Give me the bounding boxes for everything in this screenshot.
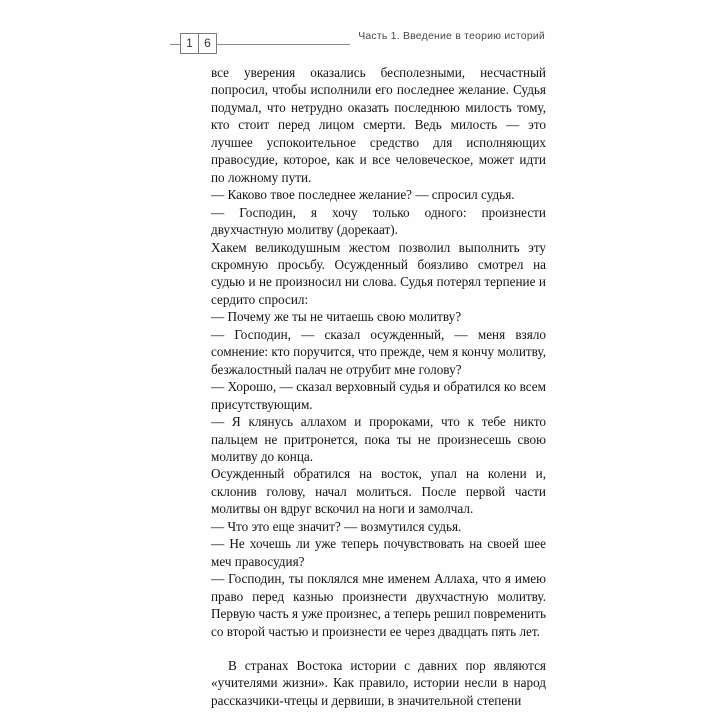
paragraph: — Что это еще значит? — возмутился судья. xyxy=(211,518,462,534)
page-number xyxy=(180,33,217,54)
paragraph: все уверения оказались бесполезными, несчастный попросил, чтобы исполнили его последнее желание. Судья подумал, что нетрудно оказать последнюю милость тому, кто стоит перед лицом смерти. Ведь милость — это лучшее успокоительное средство для исполняющих правосудие, которое, как и все человеческое, может идти по ложному пути. xyxy=(211,65,546,185)
page-number-digit-1: 1 xyxy=(180,33,199,54)
paragraph: — Хорошо, — сказал верховный судья и обратился ко всем присутствующим. xyxy=(211,379,546,412)
page-number-digit-2: 6 xyxy=(198,33,217,54)
paragraph: Осужденный обратился на восток, упал на колени и, склонив голову, начал молиться. После первой части молитвы он вдруг вскочил на ноги и замолчал. xyxy=(211,466,546,517)
paragraph: Хакем великодушным жестом позволил выполнить эту скромную просьбу. Осужденный боязливо смотрел на судью и не произносил ни слова. Судья потерял терпение и сердито спросил: xyxy=(211,239,546,307)
running-head xyxy=(170,30,545,52)
paragraph: — Господин, — сказал осужденный, — меня взяло сомнение: кто поручится, что прежде, чем я кончу молитву, безжалостный палач не отрубит мне голову? xyxy=(211,326,546,377)
paragraph: — Каково твое последнее желание? — спросил судья. xyxy=(211,187,515,203)
paragraph: — Почему же ты не читаешь свою молитву? xyxy=(211,309,462,325)
paragraph: — Не хочешь ли уже теперь почувствовать на своей шее меч правосудия? xyxy=(211,536,546,569)
body-text-column xyxy=(211,64,546,709)
paragraph: — Господин, ты поклялся мне именем Аллаха, что я имею право перед казнью произнести двухчастную молитву. Первую часть я уже произнес, а теперь решил повременить со второй частью и произнести ее через двадцать пять лет. xyxy=(211,571,546,639)
paragraph: — Господин, я хочу только одного: произнести двухчастную молитву (дорекаат). xyxy=(211,204,546,238)
paragraph: В странах Востока истории с давних пор являются «учителями жизни». Как правило, истории несли в народ рассказчики-чтецы и дервиши, в значительной степени xyxy=(211,657,546,708)
running-head-title: Часть 1. Введение в теорию историй xyxy=(350,30,545,45)
paragraph: — Я клянусь аллахом и пророками, что к тебе никто пальцем не притронется, пока ты не произнесешь свою молитву до конца. xyxy=(211,414,546,464)
